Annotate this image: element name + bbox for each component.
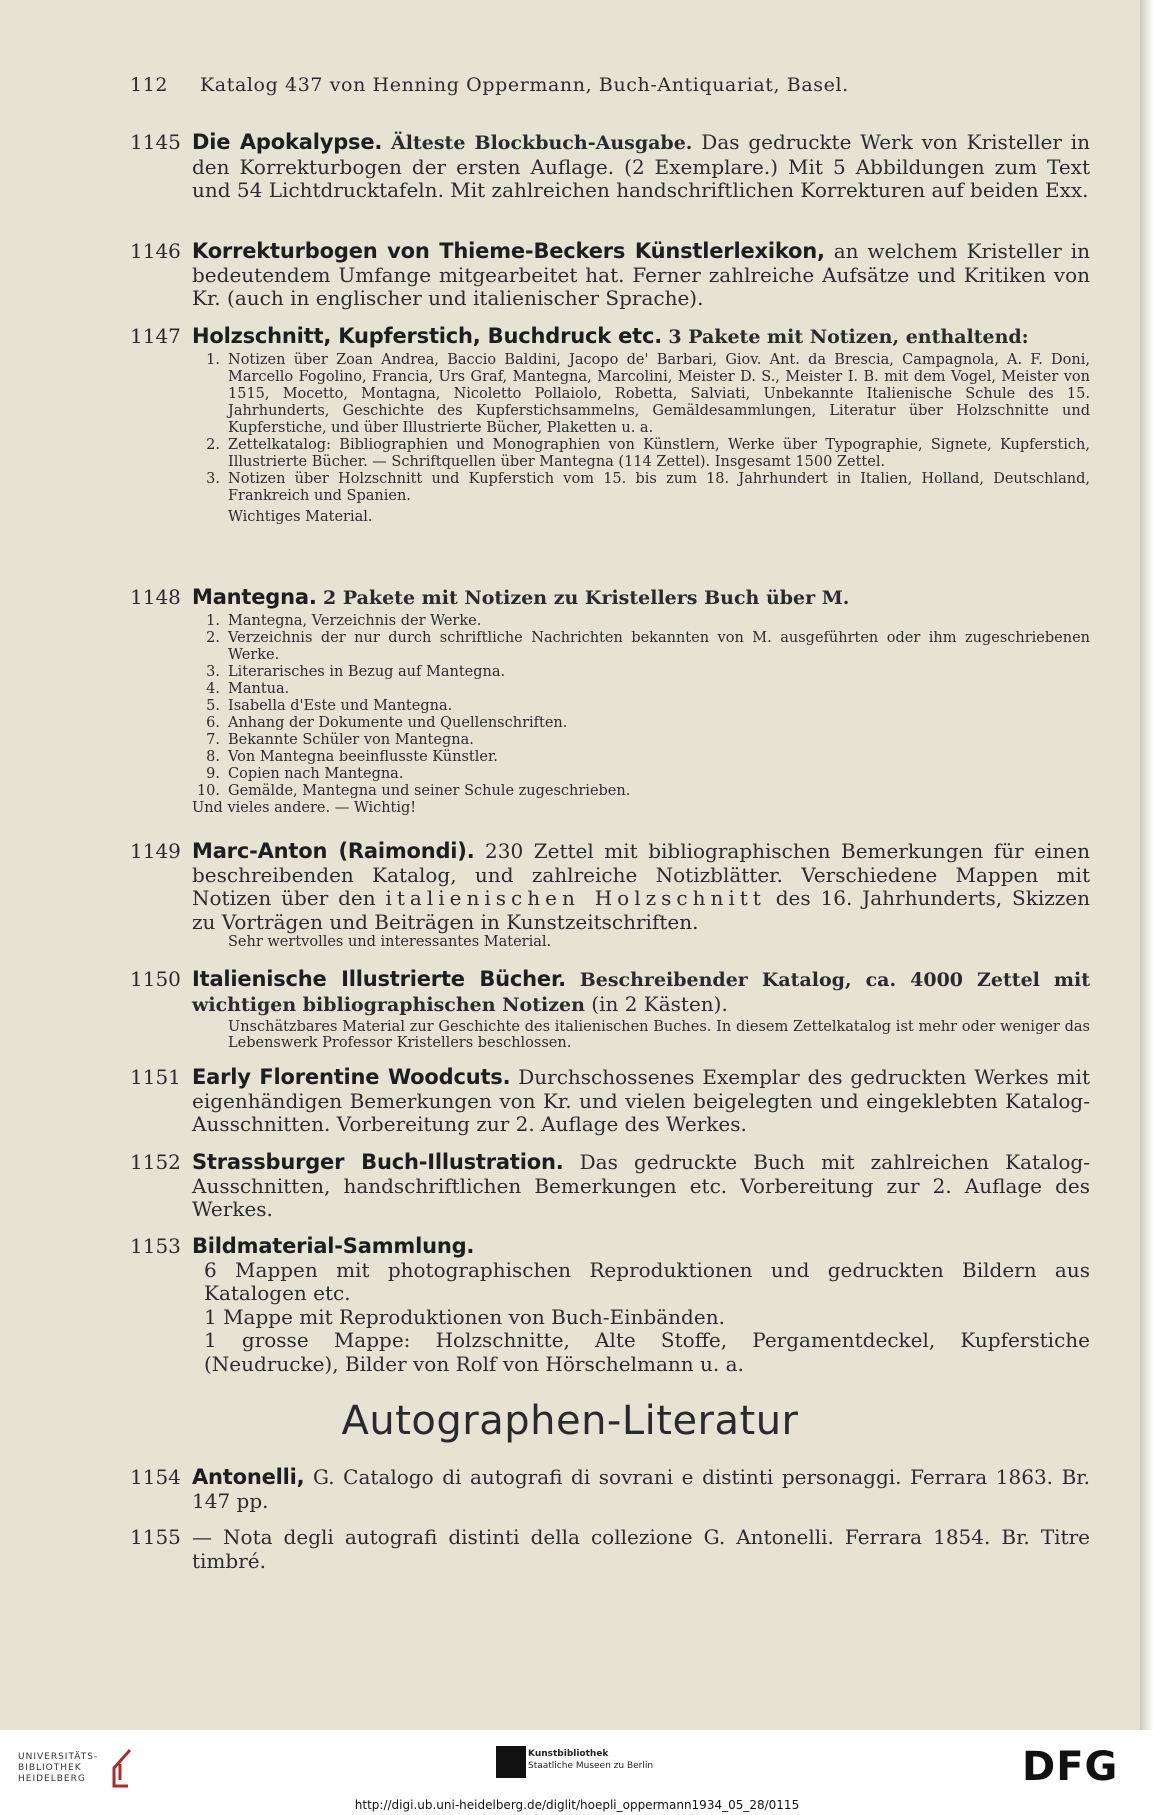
entry-number: 1148 [130, 585, 181, 609]
entry-text: Durchschossenes Exemplar des gedruckten Werkes mit eigenhändigen Bemerkungen von Kr. und vielen beigelegten und eingeklebten Katalog-Ausschnitten. Vorbereitung zur 2. Auflage des Werkes. [192, 1065, 1090, 1136]
item-number: 6. [206, 714, 220, 731]
entry-note: Sehr wertvolles und interessantes Material. [228, 934, 552, 950]
entry-text: 230 Zettel mit bibliographischen Bemerkungen für einen beschreibenden Katalog, und zahlreiche Notizblätter. Verschiedene Mappen mit Notizen über den [192, 839, 1091, 910]
entry-number: 1154 [130, 1465, 181, 1489]
entry-text: an welchem Kristeller in bedeutendem Umfange mitgearbeitet hat. Ferner zahlreiche Aufsätze und Kritiken von Kr. (auch in englischer und italienischer Sprache). [192, 239, 1090, 310]
list-item [192, 715, 1090, 732]
item-number: 1. [206, 351, 220, 368]
entry-subtitle: Beschreibender Katalog, ca. 4000 Zettel mit wichtigen bibliographischen Notizen [192, 969, 1091, 1016]
item-text: Von Mantegna beeinflusste Künstler. [228, 748, 498, 765]
entry-title: Die Apokalypse. [192, 130, 383, 154]
item-number: 9. [206, 765, 220, 782]
entry-text-spaced: italienischen Holzschnitt [385, 886, 766, 910]
kb-line: Kunstbibliothek [528, 1749, 609, 1759]
entry-number: 1146 [130, 239, 181, 263]
entry-text: Das gedruckte Buch mit zahlreichen Katalog-Ausschnitten, handschriftlichen Bemerkungen etc. Vorbereitung zur 2. Auflage des Werkes. [192, 1150, 1090, 1221]
kb-line: Staatliche Museen zu Berlin [528, 1761, 654, 1771]
item-text: Verzeichnis der nur durch schriftliche Nachrichten bekannten von M. ausgeführten oder ihm zugeschriebenen Werke. [228, 629, 1090, 663]
entry-1145 [130, 131, 1090, 203]
item-number: 7. [206, 731, 220, 748]
section-title: Autographen-Literatur [341, 1398, 799, 1444]
item-number: 1. [206, 612, 220, 629]
item-number: 2. [206, 629, 220, 646]
entry-title: Mantegna. [192, 585, 317, 609]
list-item [192, 766, 1090, 783]
kunstbibliothek-label[interactable] [528, 1748, 653, 1772]
item-number: 5. [206, 697, 220, 714]
entry-1146 [130, 240, 1090, 311]
entry-number: 1147 [130, 324, 181, 348]
entry-title: Bildmaterial-Sammlung. [192, 1234, 475, 1258]
entry-1154 [130, 1466, 1090, 1513]
entry-number: 1145 [130, 130, 181, 154]
item-text: Mantua. [228, 680, 290, 697]
entry-1150 [130, 968, 1090, 1051]
entry-1151 [130, 1066, 1090, 1137]
entry-text: Das gedruckte Werk von Kristeller in den Korrekturbogen der ersten Auflage. (2 Exemplare.) Mit 5 Abbildungen zum Text und 54 Lichtdrucktafeln. Mit zahlreichen handschriftlichen Korrekturen auf beiden Exx. [192, 130, 1091, 202]
entry-note: Wichtiges Material. [228, 508, 373, 525]
entry-text: G. Catalogo di autografi di sovrani e distinti personaggi. Ferrara 1863. Br. 147 pp. [192, 1465, 1090, 1513]
entry-subtitle: 3 Pakete mit Notizen, enthaltend: [668, 326, 1029, 348]
entry-number: 1149 [130, 839, 181, 863]
viewer-footer [0, 1730, 1154, 1815]
entry-1149 [130, 840, 1090, 951]
dfg-logo[interactable]: DFG [1022, 1744, 1119, 1790]
item-number: 4. [206, 680, 220, 697]
uni-line: HEIDELBERG [18, 1774, 86, 1784]
entry-number: 1153 [130, 1234, 181, 1258]
item-text: Isabella d'Este und Mantegna. [228, 697, 453, 714]
entry-1152 [130, 1151, 1090, 1222]
item-text: Literarisches in Bezug auf Mantegna. [228, 663, 506, 680]
entry-1148 [130, 586, 1090, 817]
item-number: 3. [206, 663, 220, 680]
list-item [192, 613, 1090, 630]
list-item [192, 783, 1090, 800]
entry-title: Strassburger Buch-Illustration. [192, 1150, 564, 1174]
item-text: Bekannte Schüler von Mantegna. [228, 731, 474, 748]
list-item [192, 630, 1090, 664]
uni-line: UNIVERSITÄTS- [18, 1752, 99, 1762]
list-item [192, 471, 1090, 505]
list-item [192, 749, 1090, 766]
entry-title: Marc-Anton (Raimondi). [192, 839, 475, 863]
item-number: 8. [206, 748, 220, 765]
item-text: Notizen über Zoan Andrea, Baccio Baldini, Jacopo de' Barbari, Giov. Ant. da Brescia, Campagnola, A. F. Doni, Marcello Fogolino, Francia, Urs Graf, Mantegna, Marcolini, Meister D. S., Meister I. B. mit dem Vogel, Meister von 1515, Mocetto, Montagna, Nicoletto Pollaiolo, Robetta, Salviati, Unbekannte Italienische Schule des 15. Jahrhunderts, Geschichte des Kupferstichsammelns, Gemäldesammlungen, Literatur über Holzschnitte und Kupferstiche, und über Illustrierte Bücher, Plaketten u. a. [228, 351, 1090, 436]
item-number: 3. [206, 470, 220, 487]
list-item [192, 352, 1090, 437]
running-title: Katalog 437 von Henning Oppermann, Buch-Antiquariat, Basel. [200, 74, 849, 96]
uni-line: BIBLIOTHEK [18, 1763, 82, 1773]
entry-number: 1150 [130, 967, 181, 991]
content-list [192, 613, 1090, 800]
kunstbibliothek-logo-icon[interactable] [496, 1746, 526, 1778]
item-text: Zettelkatalog: Bibliographien und Monographien von Künstlern, Werke über Typographie, Signete, Kupferstich, Illustrierte Bücher. — Schriftquellen über Mantegna (114 Zettel). Insgesamt 1500 Zettel. [228, 436, 1090, 470]
entry-line: 6 Mappen mit photographischen Reproduktionen und gedruckten Bildern aus Katalogen etc. [204, 1257, 1090, 1305]
entry-note: Und vieles andere. — Wichtig! [192, 799, 417, 816]
list-item [192, 437, 1090, 471]
entry-1155 [130, 1526, 1090, 1573]
entry-title: Italienische Illustrierte Bücher. [192, 967, 566, 991]
entry-number: 1152 [130, 1150, 181, 1174]
entry-1153 [130, 1235, 1090, 1376]
entry-1147 [130, 325, 1090, 526]
entry-title: Korrekturbogen von Thieme-Beckers Künstlerlexikon, [192, 239, 825, 263]
entry-line: 1 Mappe mit Reproduktionen von Buch-Einbänden. [204, 1304, 725, 1329]
page-number: 112 [130, 74, 169, 96]
list-item [192, 698, 1090, 715]
entry-note: Unschätzbares Material zur Geschichte des italienischen Buches. In diesem Zettelkatalog ist mehr oder weniger das Lebenswerk Professor Kristellers beschlossen. [228, 1019, 1090, 1051]
entry-title: Early Florentine Woodcuts. [192, 1065, 511, 1089]
entry-title: Antonelli, [192, 1465, 305, 1489]
item-text: Notizen über Holzschnitt und Kupferstich vom 15. bis zum 18. Jahrhundert in Italien, Holland, Deutschland, Frankreich und Spanien. [228, 470, 1090, 504]
entry-line: 1 grosse Mappe: Holzschnitte, Alte Stoffe, Pergamentdeckel, Kupferstiche (Neudrucke), Bilder von Rolf von Hörschelmann u. a. [204, 1328, 1090, 1376]
list-item [192, 664, 1090, 681]
entry-text: — Nota degli autografi distinti della collezione G. Antonelli. Ferrara 1854. Br. Titre timbré. [192, 1525, 1090, 1573]
entry-subtitle: 2 Pakete mit Notizen zu Kristellers Buch über M. [323, 587, 850, 609]
content-list [192, 352, 1090, 505]
item-text: Copien nach Mantegna. [228, 765, 404, 782]
entry-number: 1151 [130, 1065, 181, 1089]
item-number: 2. [206, 436, 220, 453]
entry-number: 1155 [130, 1525, 181, 1549]
item-number: 10. [196, 782, 220, 799]
list-item [192, 732, 1090, 749]
university-library-label[interactable] [18, 1752, 98, 1785]
university-logo-icon[interactable] [106, 1746, 136, 1790]
entry-title: Holzschnitt, Kupferstich, Buchdruck etc. [192, 324, 663, 348]
item-text: Mantegna, Verzeichnis der Werke. [228, 612, 482, 629]
entry-text: des 16. Jahrhunderts, Skizzen zu Vorträgen und Beiträgen in Kunstzeitschriften. [192, 886, 1091, 934]
page-url-link[interactable]: http://digi.ub.uni-heidelberg.de/diglit/hoepli_oppermann1934_05_28/0115 [354, 1798, 800, 1812]
entry-text: (in 2 Kästen). [591, 991, 728, 1016]
list-item [192, 681, 1090, 698]
item-text: Anhang der Dokumente und Quellenschriften. [228, 714, 568, 731]
entry-subtitle: Älteste Blockbuch-Ausgabe. [391, 132, 693, 154]
item-text: Gemälde, Mantegna und seiner Schule zugeschrieben. [228, 782, 631, 799]
